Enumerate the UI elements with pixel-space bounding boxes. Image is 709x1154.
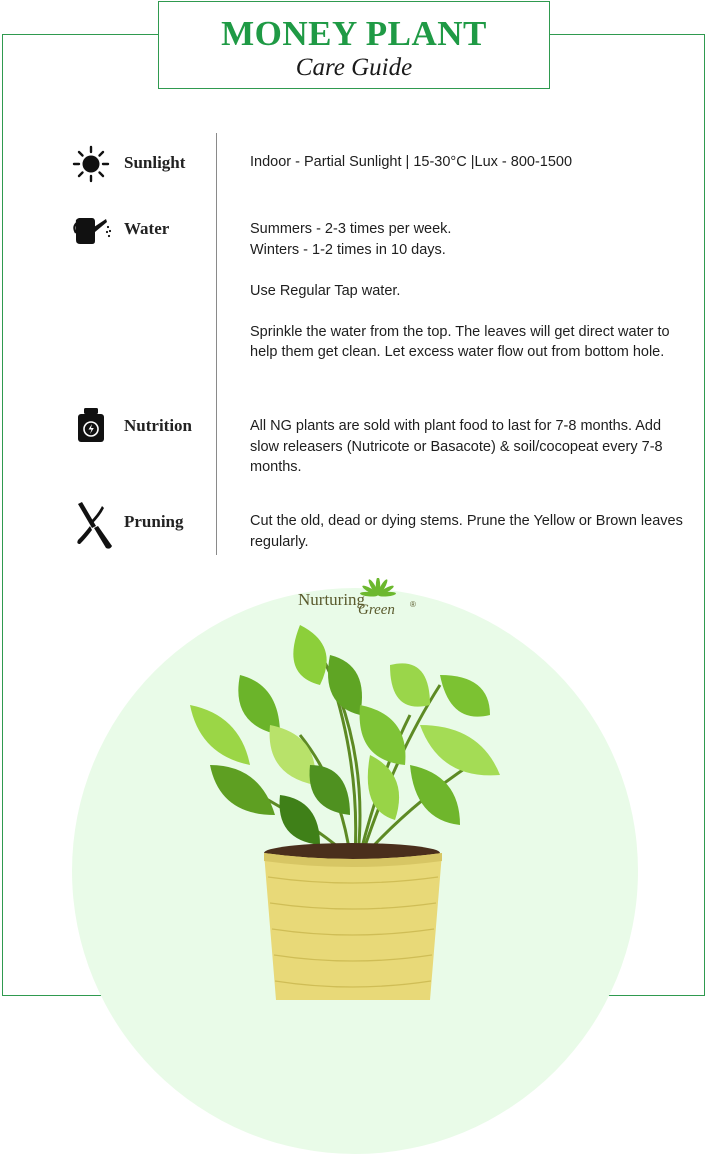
nutrition-line: All NG plants are sold with plant food to last for 7-8 months. Add slow releasers (Nutricote or Basacote) & soil/cocopeat every 7-8 months. [250, 418, 663, 475]
sunlight-line: Indoor - Partial Sunlight | 15-30°C |Lux - 800-1500 [250, 154, 573, 170]
pruning-line: Cut the old, dead or dying stems. Prune the Yellow or Brown leaves regularly. [250, 513, 683, 550]
water-line-sprinkle: Sprinkle the water from the top. The leaves will get direct water to help them get clean. Let excess water flow out from bottom hole. [250, 323, 670, 360]
yellow-pot [264, 853, 442, 1000]
watering-can-icon [72, 213, 112, 245]
label-sunlight: Sunlight [124, 153, 186, 172]
title-box [158, 1, 550, 89]
text-sunlight [250, 152, 690, 173]
label-pruning: Pruning [124, 512, 184, 531]
page-title: MONEY PLANT [221, 14, 487, 53]
vertical-divider [216, 133, 217, 555]
pruning-shears-icon [74, 502, 114, 550]
brand-name-part1: Nurturing [298, 590, 366, 609]
fertilizer-bottle-icon [76, 408, 106, 442]
water-line-summer: Summers - 2-3 times per week. [250, 221, 452, 237]
label-nutrition: Nutrition [124, 416, 192, 435]
label-water: Water [124, 219, 170, 238]
text-pruning [250, 511, 690, 552]
brand-name-part2: Green [358, 602, 395, 618]
page-subtitle: Care Guide [295, 54, 413, 81]
sun-icon [72, 145, 110, 183]
water-line-winter: Winters - 1-2 times in 10 days. [250, 241, 446, 258]
brand-registered-mark: ® [410, 600, 416, 609]
text-water [250, 219, 690, 363]
water-line-tap: Use Regular Tap water. [250, 282, 401, 299]
money-plant-illustration [180, 615, 520, 1000]
text-nutrition [250, 416, 690, 478]
